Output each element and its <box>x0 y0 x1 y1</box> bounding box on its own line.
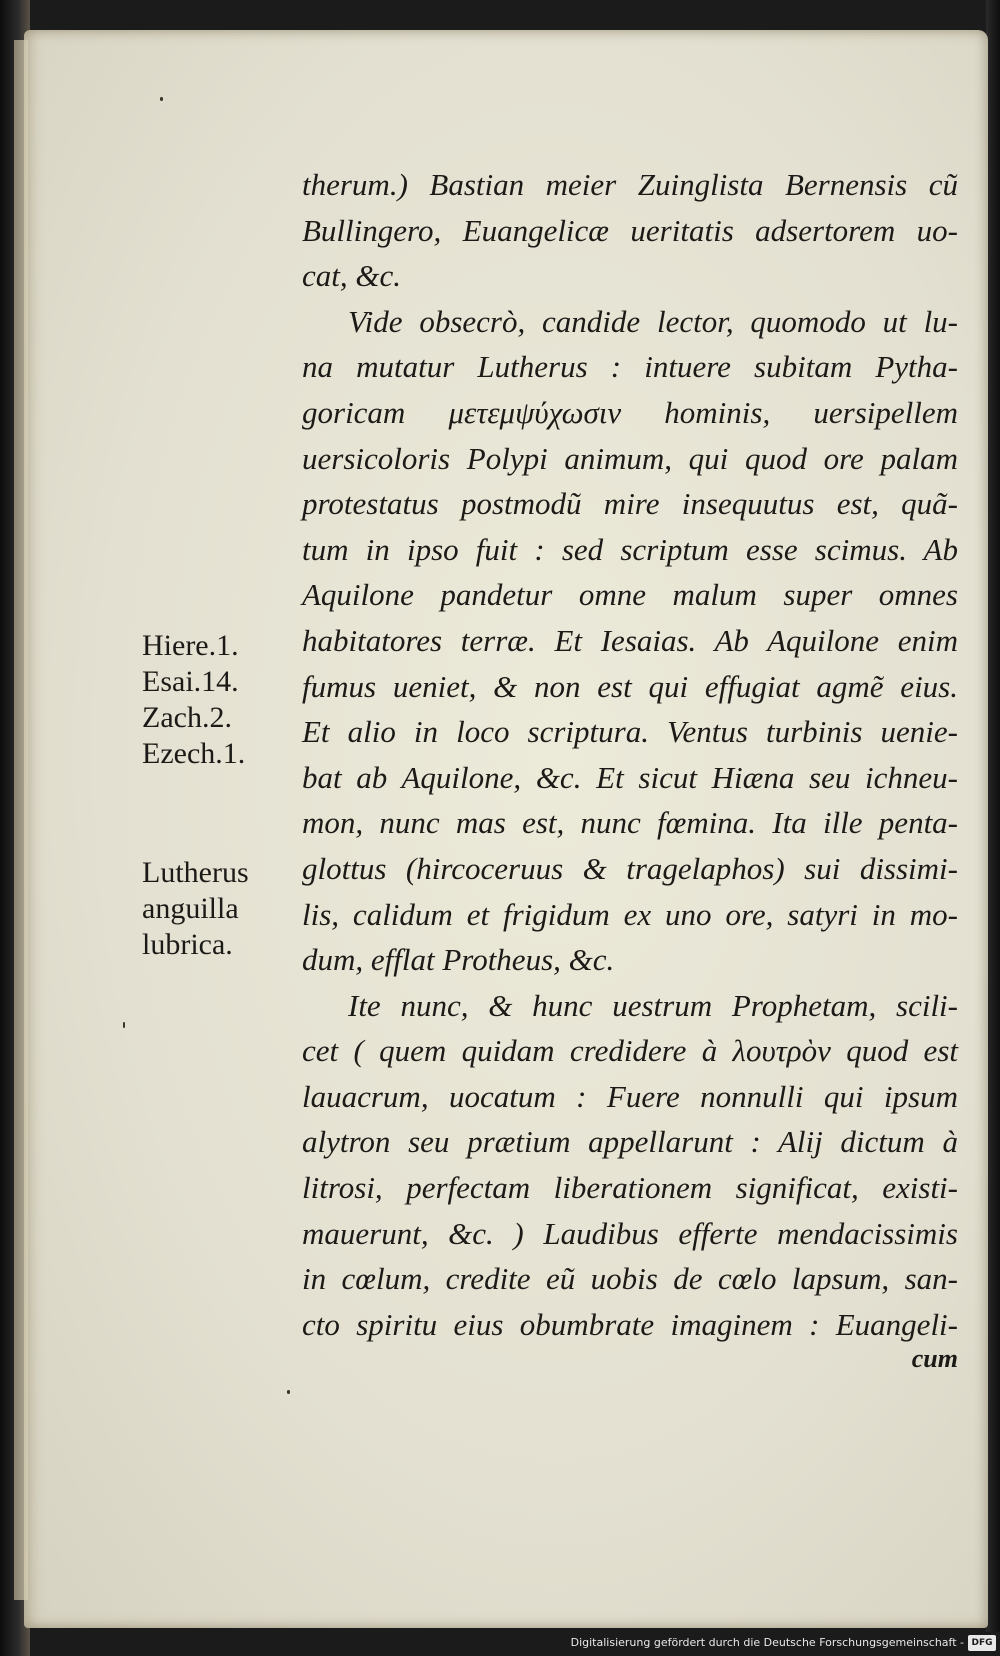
marginal-note-line: anguilla <box>142 892 239 925</box>
paper-speck <box>287 1390 290 1394</box>
page-edge-stack <box>14 40 28 1600</box>
book-spine-right <box>986 0 1000 1656</box>
digitization-footer <box>570 1632 1000 1656</box>
text-line: na mutatur Lutherus : intuere subitam Pytha- <box>302 349 958 385</box>
text-line: Ite nunc, & hunc uestrum Prophetam, scili- <box>348 987 958 1023</box>
text-line: goricam μετεμψύχωσιν hominis, uersipellem <box>302 394 958 430</box>
text-line: habitatores terræ. Et Iesaias. Ab Aquilone enim <box>302 622 958 658</box>
marginal-note-line: Lutherus <box>142 856 249 889</box>
marginal-reference: Esai.14. <box>142 665 239 698</box>
marginal-reference: Zach.2. <box>142 701 232 734</box>
marginal-references <box>142 628 245 772</box>
text-line: lauacrum, uocatum : Fuere nonnulli qui ipsum <box>302 1078 958 1114</box>
text-line: Et alio in loco scriptura. Ventus turbinis uenie- <box>302 714 958 750</box>
text-line: Bullingero, Euangelicæ ueritatis adsertorem uo- <box>302 212 958 248</box>
text-line: bat ab Aquilone, &c. Et sicut Hiæna seu ichneu- <box>302 759 958 795</box>
text-line: cet ( quem quidam credidere à λουτρὸν quod est <box>302 1033 958 1069</box>
paper-speck <box>160 97 163 101</box>
text-line: in cœlum, credite eũ uobis de cœlo lapsum, san- <box>302 1261 958 1297</box>
marginal-reference: Hiere.1. <box>142 629 239 662</box>
footer-credit-text: Digitalisierung gefördert durch die Deutsche Forschungsgemeinschaft - <box>570 1636 964 1649</box>
text-line: mauerunt, &c. ) Laudibus efferte mendacissimis <box>302 1215 958 1251</box>
text-line: glottus (hircoceruus & tragelaphos) sui dissimi- <box>302 850 958 886</box>
text-line: Aquilone pandetur omne malum super omnes <box>302 577 958 613</box>
text-line: litrosi, perfectam liberationem significat, existi- <box>302 1170 958 1206</box>
text-line: alytron seu prætium appellarunt : Alij dictum à <box>302 1124 958 1160</box>
text-line: protestatus postmodũ mire insequutus est, quã- <box>302 486 958 522</box>
text-line: cto spiritu eius obumbrate imaginem : Euangeli- <box>302 1306 958 1342</box>
text-line: uersicoloris Polypi animum, qui quod ore palam <box>302 440 958 476</box>
marginal-note-line: lubrica. <box>142 928 233 961</box>
text-line: fumus ueniet, & non est qui effugiat agmẽ eius. <box>302 668 958 704</box>
text-line: tum in ipso fuit : sed scriptum esse scimus. Ab <box>302 531 958 567</box>
text-line: dum, efflat Protheus, &c. <box>302 942 615 978</box>
main-text-block <box>302 162 958 1347</box>
text-line: mon, nunc mas est, nunc fœmina. Ita ille penta- <box>302 805 958 841</box>
dfg-logo: DFG <box>968 1635 996 1651</box>
text-line: Vide obsecrò, candide lector, quomodo ut lu- <box>348 303 958 339</box>
paper-speck <box>123 1022 125 1028</box>
marginal-note <box>142 855 249 963</box>
text-line: cat, &c. <box>302 258 401 294</box>
catchword: cum <box>911 1344 958 1373</box>
marginal-reference: Ezech.1. <box>142 737 246 770</box>
text-line: therum.) Bastian meier Zuinglista Bernensis cũ <box>302 167 958 202</box>
text-line: lis, calidum et frigidum ex uno ore, satyri in mo- <box>302 896 958 932</box>
